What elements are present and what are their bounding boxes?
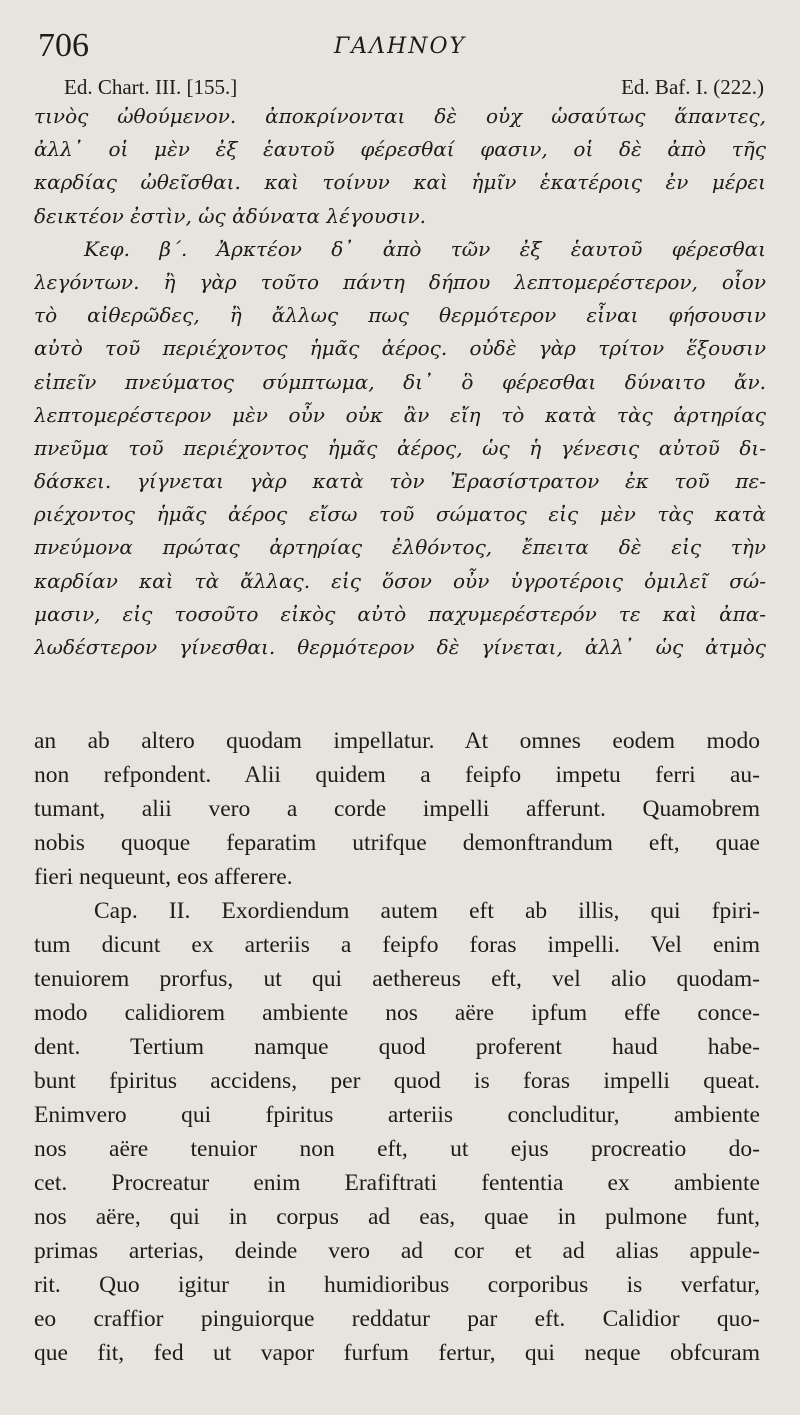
latin-text-line: que fit, fed ut vapor furfum fertur, qui neque obfcuram — [34, 1340, 760, 1366]
greek-text-line: τινὸς ὠθούμενον. ἀποκρίνονται δὲ οὐχ ὡσαύτως ἅπαντες, — [34, 104, 766, 128]
greek-text-line: καρδίαν καὶ τὰ ἄλλας. εἰς ὅσον οὖν ὑγροτέροις ὁμιλεῖ σώ- — [34, 568, 766, 593]
running-head — [38, 26, 762, 66]
greek-text-line: λωδέστερον γίνεσθαι. θερμότερον δὲ γίνεται, ἀλλ᾽ ὡς ἀτμὸς — [34, 635, 766, 659]
greek-text-line: πνεύμονα πρώτας ἀρτηρίας ἐλθόντος, ἔπειτα δὲ εἰς τὴν — [34, 535, 766, 560]
greek-text-line: ριέχοντος ἡμᾶς ἀέρος εἴσω τοῦ σώματος εἰς μὲν τὰς κατὰ — [34, 502, 766, 527]
greek-text-line: Κεφ. β΄. Ἀρκτέον δ᾽ ἀπὸ τῶν ἐξ ἑαυτοῦ φέρεσθαι — [84, 236, 766, 261]
latin-text-line: dent. Tertium namque quod proferent haud habe- — [34, 1034, 760, 1060]
greek-text-line: καρδίας ὠθεῖσθαι. καὶ τοίνυν καὶ ἡμῖν ἑκατέροις ἐν μέρει — [34, 170, 766, 195]
greek-text-line: λεπτομερέστερον μὲν οὖν οὐκ ἂν εἴη τὸ κατὰ τὰς ἀρτηρίας — [34, 402, 766, 427]
latin-text-line: nos aëre, qui in corpus ad eas, quae in pulmone funt, — [34, 1204, 760, 1230]
greek-text-line: λεγόντων. ἢ γὰρ τοῦτο πάντη δήπου λεπτομερέστερον, οἷον — [34, 269, 766, 294]
latin-text-line: nos aëre tenuior non eft, ut ejus procreatio do- — [34, 1136, 760, 1162]
latin-text-block — [34, 724, 760, 1370]
latin-text-line: Enimvero qui fpiritus arteriis concluditur, ambiente — [34, 1102, 760, 1128]
edition-references — [64, 72, 764, 102]
greek-text-line: δεικτέον ἐστὶν, ὡς ἀδύνατα λέγουσιν. — [34, 203, 426, 228]
latin-text-line: nobis quoque feparatim utrifque demonftrandum eft, quae — [34, 830, 760, 856]
greek-text-line: μασιν, εἰς τοσοῦτο εἰκὸς αὐτὸ παχυμερέστερόν τε καὶ ἀπα- — [34, 601, 766, 626]
greek-text-line: ἀλλ᾽ οἱ μὲν ἐξ ἑαυτοῦ φέρεσθαί φασιν, οἱ δὲ ἀπὸ τῆς — [34, 137, 766, 162]
latin-text-line: eo craffior pinguiorque reddatur par eft. Calidior quo- — [34, 1306, 760, 1332]
latin-text-line: rit. Quo igitur in humidioribus corporibus is verfatur, — [34, 1272, 760, 1298]
latin-text-line: modo calidiorem ambiente nos aëre ipfum effe conce- — [34, 1000, 760, 1026]
greek-text-line: πνεῦμα τοῦ περιέχοντος ἡμᾶς ἀέρος, ὡς ἡ γένεσις αὐτοῦ δι- — [34, 435, 766, 460]
greek-text-line: αὐτὸ τοῦ περιέχοντος ἡμᾶς ἀέρος. οὐδὲ γὰρ τρίτον ἕξουσιν — [34, 336, 766, 361]
greek-text-line: εἰπεῖν πνεύματος σύμπτωμα, δι᾽ ὃ φέρεσθαι δύναιτο ἄν. — [34, 369, 766, 394]
edition-reference-basel: Ed. Baf. I. (222.) — [621, 75, 764, 99]
greek-text-block — [34, 100, 766, 664]
greek-text-line: δάσκει. γίγνεται γὰρ κατὰ τὸν Ἐρασίστρατον ἐκ τοῦ πε- — [34, 469, 766, 494]
page-number: 706 — [38, 27, 89, 64]
latin-text-line: Cap. II. Exordiendum autem eft ab illis, qui fpiri- — [94, 898, 760, 924]
running-title: ΓΑΛΗΝΟΥ — [333, 34, 467, 59]
latin-text-line: tenuiorem prorfus, ut qui aethereus eft, vel alio quodam- — [34, 966, 760, 992]
latin-text-line: tum dicunt ex arteriis a feipfo foras impelli. Vel enim — [34, 932, 760, 958]
latin-text-line: primas arterias, deinde vero ad cor et ad alias appule- — [34, 1238, 760, 1264]
latin-text-line: tumant, alii vero a corde impelli afferunt. Quamobrem — [34, 796, 760, 822]
latin-text-line: an ab altero quodam impellatur. At omnes eodem modo — [34, 728, 760, 754]
latin-text-line: fieri nequeunt, eos afferere. — [34, 864, 293, 890]
latin-text-line: non refpondent. Alii quidem a feipfo impetu ferri au- — [34, 762, 760, 788]
latin-text-line: bunt fpiritus accidens, per quod is foras impelli queat. — [34, 1068, 760, 1094]
edition-reference-chart: Ed. Chart. III. [155.] — [64, 75, 238, 99]
greek-text-line: τὸ αἰθερῶδες, ἢ ἄλλως πως θερμότερον εἶναι φήσουσιν — [34, 303, 766, 328]
latin-text-line: cet. Procreatur enim Erafiftrati fententia ex ambiente — [34, 1170, 760, 1196]
